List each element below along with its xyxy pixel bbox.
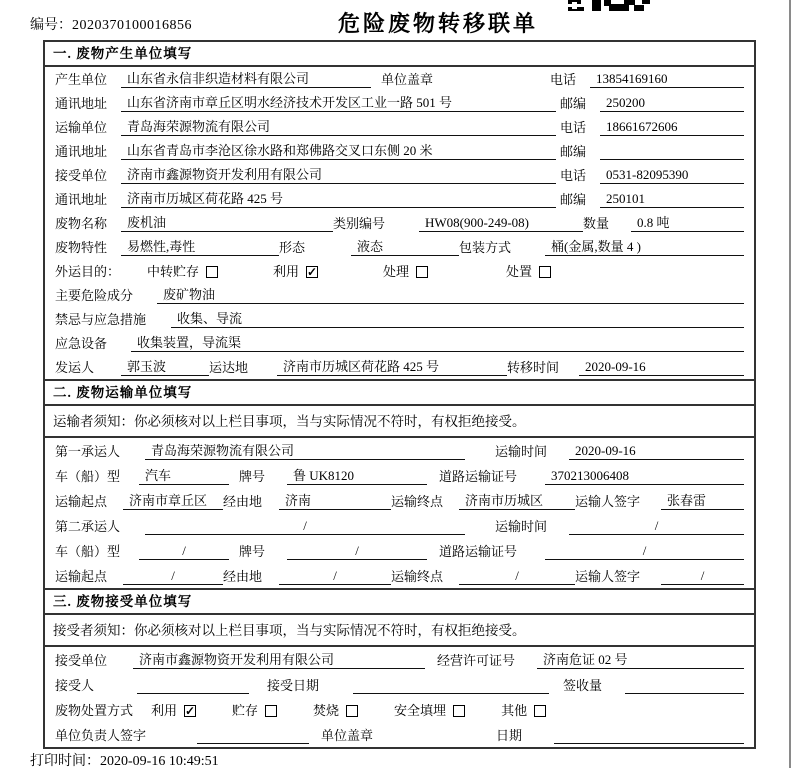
producer-unit-value: 山东省永信非织造材料有限公司 <box>121 71 371 88</box>
quantity-label: 数量 <box>583 216 610 231</box>
license-no-label: 经营许可证号 <box>437 653 516 668</box>
qr-code-fragment-icon <box>568 0 650 11</box>
plate-no-2-label: 牌号 <box>239 544 266 559</box>
receive-sign-date-value <box>554 728 744 744</box>
transfer-date-label: 转移时间 <box>507 360 560 375</box>
main-hazard-label: 主要危险成分 <box>55 288 134 303</box>
origin-1-value: 济南市章丘区 <box>123 493 223 510</box>
manager-sign-value <box>197 728 309 744</box>
form-row <box>55 211 744 235</box>
producer-unit-label: 产生单位 <box>55 72 108 87</box>
road-permit-1-value: 370213006408 <box>545 468 744 485</box>
purpose-recycle-checkbox: ✓ <box>307 264 318 279</box>
form-row <box>55 488 744 513</box>
plate-no-1-label: 牌号 <box>239 469 266 484</box>
disposal-method-label: 废物处置方式 <box>55 703 134 718</box>
second-carrier-label: 第二承运人 <box>55 519 121 534</box>
transport-time-1-value: 2020-09-16 <box>569 443 744 460</box>
via-2-value: / <box>279 568 391 585</box>
receiver-unit-label: 接受单位 <box>55 168 108 183</box>
transfer-date-value: 2020-09-16 <box>579 359 744 376</box>
plate-no-1-value: 鲁 UK8120 <box>287 468 427 485</box>
purpose-recycle-checkbox-label: 利用 <box>273 264 300 279</box>
disposal-incinerate-checkbox-group <box>313 703 358 719</box>
transfer-purpose-label: 外运目的： <box>55 264 121 279</box>
packing-value: 桶(金属,数量 4 ) <box>545 239 744 256</box>
section-2-header: 二. 废物运输单位填写 <box>45 379 754 406</box>
section-1-header: 一. 废物产生单位填写 <box>45 42 754 67</box>
transfer-form-table <box>43 40 756 749</box>
serial-number-label: 编号： <box>30 18 72 33</box>
purpose-treat-checkbox-group <box>383 264 428 280</box>
transporter-phone-value: 18661672606 <box>600 119 744 136</box>
producer-postcode-value: 250200 <box>600 95 744 112</box>
carrier-sign-2-label: 运输人签字 <box>575 569 641 584</box>
emergency-equipment-label: 应急设备 <box>55 336 108 351</box>
vehicle-type-1-value: 汽车 <box>139 468 229 485</box>
transporter-postcode-label: 邮编 <box>560 144 587 159</box>
via-1-value: 济南 <box>279 493 391 510</box>
disposal-landfill-checkbox <box>453 705 465 717</box>
receive-unit-value: 济南市鑫源物资开发利用有限公司 <box>133 652 425 669</box>
disposal-storage-checkbox-label: 贮存 <box>232 703 259 718</box>
receiver-unit-seal-label: 单位盖章 <box>321 728 374 743</box>
vehicle-type-2-value: / <box>139 543 229 560</box>
destination-label: 运达地 <box>209 360 249 375</box>
producer-address-label: 通讯地址 <box>55 96 108 111</box>
disposal-other-checkbox <box>534 705 546 717</box>
disposal-recycle-checkbox-label: 利用 <box>151 703 178 718</box>
consignor-label: 发运人 <box>55 360 95 375</box>
terminal-1-label: 运输终点 <box>391 494 444 509</box>
receiver-postcode-value: 250101 <box>600 191 744 208</box>
receiver-phone-label: 电话 <box>560 168 587 183</box>
origin-1-label: 运输起点 <box>55 494 108 509</box>
emergency-equipment-value: 收集装置，导流渠 <box>131 335 744 352</box>
form-row <box>55 67 744 91</box>
purpose-treat-checkbox <box>416 266 428 278</box>
transport-time-2-label: 运输时间 <box>495 519 548 534</box>
main-hazard-value: 废矿物油 <box>157 287 744 304</box>
form-row <box>55 331 744 355</box>
producer-phone-value: 13854169160 <box>590 71 744 88</box>
purpose-dispose-checkbox <box>539 266 551 278</box>
form-row <box>55 235 744 259</box>
section-1-rows <box>45 67 754 379</box>
receiver-person-value <box>137 678 249 694</box>
origin-2-value: / <box>123 568 223 585</box>
transporter-address-value: 山东省青岛市李沧区徐水路和郑佛路交叉口东侧 20 米 <box>121 143 556 160</box>
receiver-notice-text: 接受者须知：你必须核对以上栏目事项，当与实际情况不符时，有权拒绝接受。 <box>45 615 754 647</box>
manager-sign-label: 单位负责人签字 <box>55 728 147 743</box>
print-time-value: 2020-09-16 10:49:51 <box>100 754 219 768</box>
disposal-landfill-checkbox-group <box>394 703 465 719</box>
plate-no-2-value: / <box>287 543 427 560</box>
second-carrier-value: / <box>145 518 465 535</box>
print-time <box>30 750 219 768</box>
form-row <box>55 307 744 331</box>
form-row <box>55 647 744 672</box>
receive-date-value <box>353 678 549 694</box>
first-carrier-value: 青岛海荣源物流有限公司 <box>145 443 465 460</box>
road-permit-1-label: 道路运输证号 <box>439 469 518 484</box>
waste-code-label: 类别编号 <box>333 216 386 231</box>
received-qty-value <box>625 678 744 694</box>
waste-traits-value: 易燃性,毒性 <box>121 239 279 256</box>
transporter-phone-label: 电话 <box>560 120 587 135</box>
taboo-measures-value: 收集、导流 <box>171 311 744 328</box>
disposal-other-checkbox-label: 其他 <box>501 703 528 718</box>
disposal-landfill-checkbox-label: 安全填埋 <box>394 703 447 718</box>
packing-label: 包装方式 <box>459 240 512 255</box>
form-row <box>55 538 744 563</box>
form-row <box>55 355 744 379</box>
terminal-2-value: / <box>459 568 575 585</box>
transporter-unit-value: 青岛海荣源物流有限公司 <box>121 119 556 136</box>
receiver-phone-value: 0531-82095390 <box>600 167 744 184</box>
via-2-label: 经由地 <box>223 569 263 584</box>
consignor-value: 郭玉波 <box>121 359 209 376</box>
receiver-address-label: 通讯地址 <box>55 192 108 207</box>
section-3-header: 三. 废物接受单位填写 <box>45 588 754 615</box>
receive-sign-date-label: 日期 <box>496 728 523 743</box>
disposal-storage-checkbox <box>265 705 277 717</box>
purpose-transfer-storage-checkbox-group <box>147 264 218 280</box>
producer-phone-label: 电话 <box>550 72 577 87</box>
transporter-postcode-value <box>600 144 744 160</box>
producer-postcode-label: 邮编 <box>560 96 587 111</box>
form-row <box>55 697 744 722</box>
form-row <box>55 438 744 463</box>
producer-address-value: 山东省济南市章丘区明水经济技术开发区工业一路 501 号 <box>121 95 556 112</box>
form-row <box>55 563 744 588</box>
form-row <box>55 513 744 538</box>
terminal-1-value: 济南市历城区 <box>459 493 575 510</box>
transport-time-2-value: / <box>569 518 744 535</box>
form-row <box>55 722 744 747</box>
form-row <box>55 283 744 307</box>
disposal-incinerate-checkbox-label: 焚烧 <box>313 703 340 718</box>
form-row <box>55 259 744 283</box>
form-row <box>55 115 744 139</box>
receive-date-label: 接受日期 <box>267 678 320 693</box>
purpose-transfer-storage-checkbox-label: 中转贮存 <box>147 264 200 279</box>
license-no-value: 济南危证 02 号 <box>537 652 744 669</box>
form-row <box>55 163 744 187</box>
destination-value: 济南市历城区荷花路 425 号 <box>277 359 507 376</box>
purpose-transfer-storage-checkbox <box>206 266 218 278</box>
road-permit-2-label: 道路运输证号 <box>439 544 518 559</box>
origin-2-label: 运输起点 <box>55 569 108 584</box>
unit-seal-label: 单位盖章 <box>381 72 434 87</box>
receive-unit-label: 接受单位 <box>55 653 108 668</box>
waste-traits-label: 废物特性 <box>55 240 108 255</box>
disposal-recycle-checkbox: ✓ <box>185 703 196 718</box>
vehicle-type-2-label: 车（船）型 <box>55 544 121 559</box>
page-title: 危险废物转移联单 <box>337 11 538 36</box>
form-row <box>55 463 744 488</box>
carrier-sign-2-value: / <box>661 568 744 585</box>
waste-code-value: HW08(900-249-08) <box>419 215 583 232</box>
vehicle-type-1-label: 车（船）型 <box>55 469 121 484</box>
transporter-unit-label: 运输单位 <box>55 120 108 135</box>
disposal-incinerate-checkbox <box>346 705 358 717</box>
carrier-sign-1-label: 运输人签字 <box>575 494 641 509</box>
transport-time-1-label: 运输时间 <box>495 444 548 459</box>
serial-number-value: 2020370100016856 <box>72 18 192 33</box>
form-row <box>55 672 744 697</box>
first-carrier-label: 第一承运人 <box>55 444 121 459</box>
print-time-label: 打印时间： <box>30 754 100 768</box>
disposal-recycle-checkbox-group <box>151 703 196 719</box>
purpose-dispose-checkbox-label: 处置 <box>506 264 533 279</box>
taboo-measures-label: 禁忌与应急措施 <box>55 312 147 327</box>
via-1-label: 经由地 <box>223 494 263 509</box>
purpose-recycle-checkbox-group <box>273 264 318 280</box>
receiver-postcode-label: 邮编 <box>560 192 587 207</box>
purpose-treat-checkbox-label: 处理 <box>383 264 410 279</box>
transporter-address-label: 通讯地址 <box>55 144 108 159</box>
transporter-notice-text: 运输者须知：你必须核对以上栏目事项，当与实际情况不符时，有权拒绝接受。 <box>45 406 754 438</box>
road-permit-2-value: / <box>545 543 744 560</box>
page-edge-line <box>789 0 791 768</box>
disposal-other-checkbox-group <box>501 703 546 719</box>
form-row <box>55 91 744 115</box>
section-3-rows <box>45 647 754 747</box>
waste-name-label: 废物名称 <box>55 216 108 231</box>
waste-form-label: 形态 <box>279 240 306 255</box>
receiver-unit-value: 济南市鑫源物资开发利用有限公司 <box>121 167 556 184</box>
waste-form-value: 液态 <box>351 239 459 256</box>
received-qty-label: 签收量 <box>563 678 603 693</box>
form-row <box>55 139 744 163</box>
receiver-person-label: 接受人 <box>55 678 95 693</box>
section-2-rows <box>45 438 754 588</box>
purpose-dispose-checkbox-group <box>506 264 551 280</box>
disposal-storage-checkbox-group <box>232 703 277 719</box>
form-row <box>55 187 744 211</box>
terminal-2-label: 运输终点 <box>391 569 444 584</box>
carrier-sign-1-value: 张春雷 <box>661 493 744 510</box>
receiver-address-value: 济南市历城区荷花路 425 号 <box>121 191 556 208</box>
waste-name-value: 废机油 <box>121 215 333 232</box>
quantity-value: 0.8 吨 <box>631 215 744 232</box>
